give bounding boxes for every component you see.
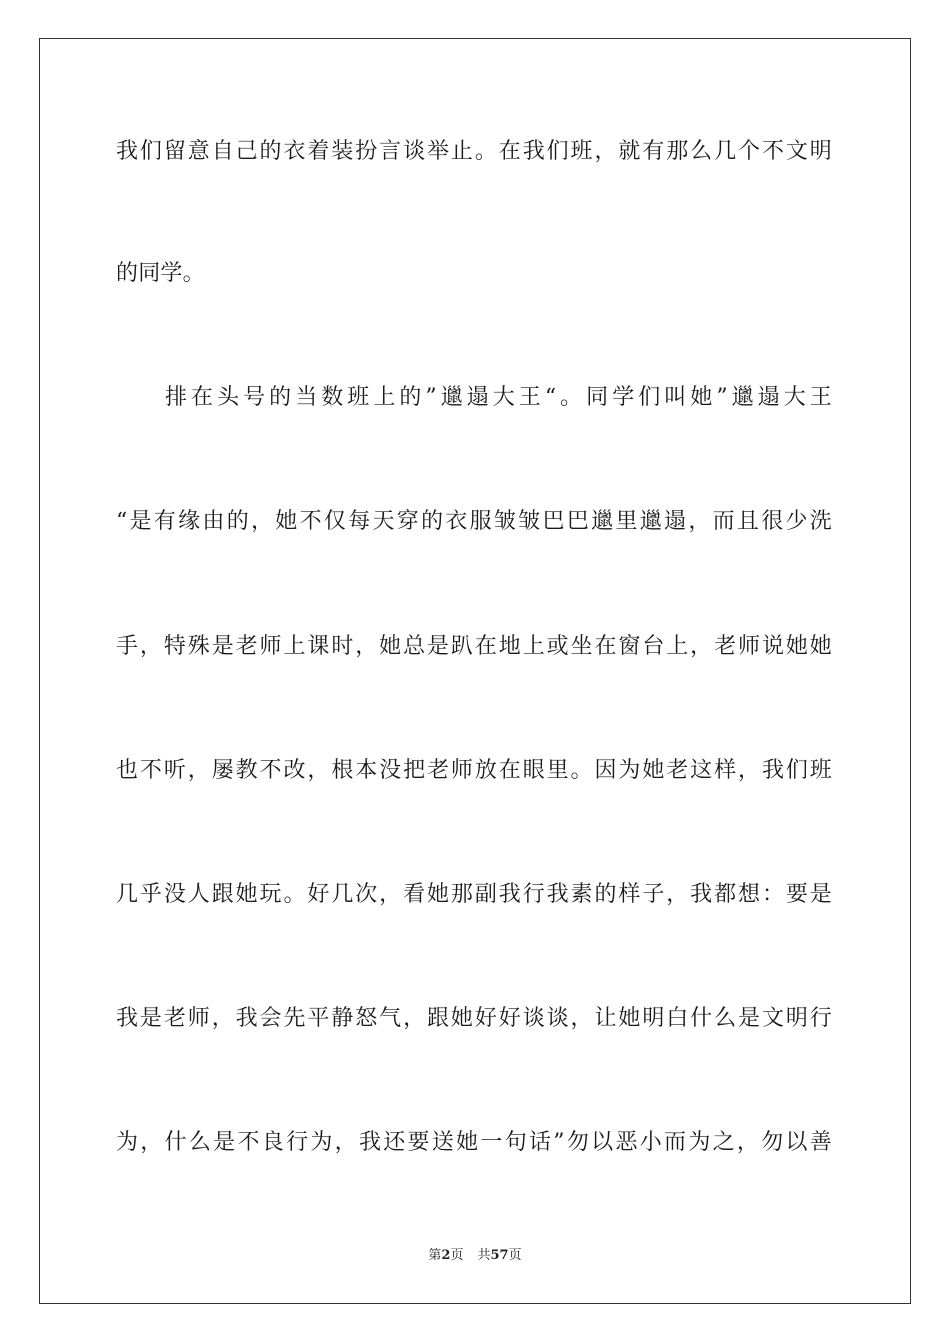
total-pages: 57	[490, 1248, 509, 1263]
body-text-line-9: 为，什么是不良行为，我还要送她一句话”勿以恶小而为之，勿以善	[116, 1130, 832, 1155]
page-number: 2	[441, 1248, 451, 1263]
body-text-line-2: 的同学。	[116, 261, 205, 286]
body-text-line-8: 我是老师，我会先平静怒气，跟她好好谈谈，让她明白什么是文明行	[116, 1006, 832, 1031]
total-suffix: 页	[508, 1248, 522, 1263]
body-text-line-6: 也不听，屡教不改，根本没把老师放在眼里。因为她老这样，我们班	[116, 758, 832, 783]
page-border	[39, 38, 911, 1304]
page-footer	[0, 1247, 950, 1265]
body-text-line-5: 手，特殊是老师上课时，她总是趴在地上或坐在窗台上，老师说她她	[116, 634, 832, 659]
page-suffix: 页	[450, 1248, 464, 1263]
page-prefix: 第	[428, 1248, 442, 1263]
body-text-line-4: “是有缘由的，她不仅每天穿的衣服皱皱巴巴邋里邋遢，而且很少洗	[116, 509, 832, 534]
body-text-line-7: 几乎没人跟她玩。好几次，看她那副我行我素的样子，我都想：要是	[116, 882, 832, 907]
body-text-line-3: 排在头号的当数班上的”邋遢大王“。同学们叫她”邋遢大王	[165, 385, 832, 410]
body-text-line-1: 我们留意自己的衣着装扮言谈举止。在我们班，就有那么几个不文明	[116, 139, 832, 164]
total-prefix: 共	[477, 1248, 491, 1263]
